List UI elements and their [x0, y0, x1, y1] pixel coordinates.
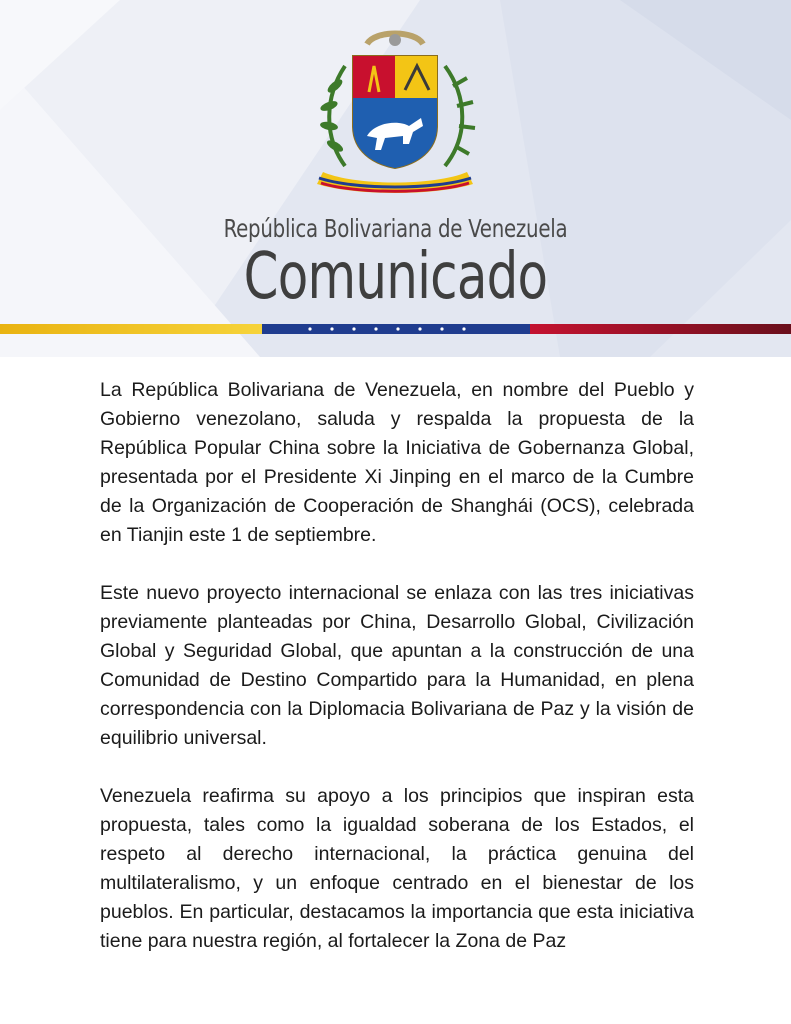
statement-body: [100, 376, 694, 956]
government-name: República Bolivariana de Venezuela: [223, 214, 568, 243]
paragraph: Venezuela reafirma su apoyo a los principios que inspiran esta propuesta, tales como la igualdad soberana de los Estados, el respeto al derecho internacional, la práctica genuina del multilateralismo, y un enfoque centrado en el bienestar de los pueblos. En particular, destacamos la importancia que esta iniciativa tiene para nuestra región, al fortalecer la Zona de Paz: [100, 785, 694, 952]
flag-stripe: [0, 324, 791, 334]
paragraph: La República Bolivariana de Venezuela, en nombre del Pueblo y Gobierno venezolano, saluda y respalda la propuesta de la República Popular China sobre la Iniciativa de Gobernanza Global, presentada por el Presidente Xi Jinping en el marco de la Cumbre de la Organización de Cooperación de Shanghái (OCS), celebrada en Tianjin este 1 de septiembre.: [100, 379, 694, 546]
paragraph: Este nuevo proyecto internacional se enlaza con las tres iniciativas previamente planteadas por China, Desarrollo Global, Civilización Global y Seguridad Global, que apuntan a la construcción de una Comunidad de Destino Compartido para la Humanidad, en plena correspondencia con la Diplomacia Bolivariana de Paz y la visión de equilibrio universal.: [100, 582, 694, 749]
document-title: Comunicado: [243, 240, 548, 314]
letterhead: [0, 0, 791, 357]
venezuela-coat-of-arms-icon: [305, 26, 485, 196]
